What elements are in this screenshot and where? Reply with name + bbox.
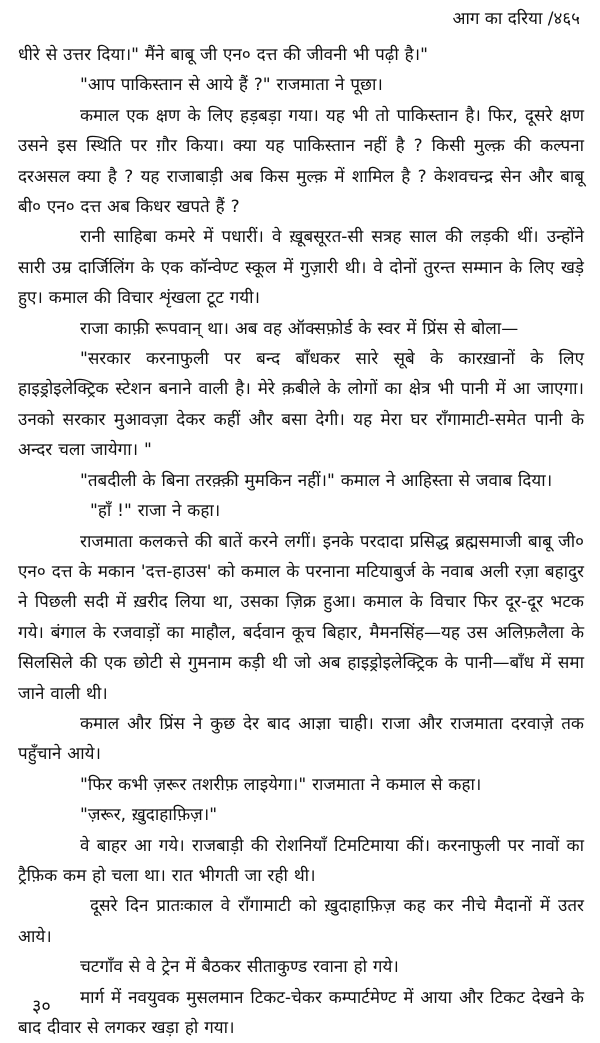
paragraph-7: "तबदीली के बिना तरक़्क़ी मुमकिन नहीं।" कमाल ने आहिस्ता से जवाब दिया। bbox=[80, 470, 553, 491]
paragraph-15: चटगाँव से वे ट्रेन में बैठकर सीताकुण्ड रवाना हो गये। bbox=[80, 957, 399, 978]
paragraph-11: "फिर कभी ज़रूर तशरीफ़ लाइयेगा।" राजमाता ने कमाल से कहा। bbox=[80, 774, 482, 795]
paragraph-16: मार्ग में नवयुवक मुसलमान टिकट-चेकर कम्पार्टमेण्ट में आया और टिकट देखने के बाद दीवार से लगकर खड़ा हो गया। bbox=[18, 987, 584, 1038]
paragraph-10: कमाल और प्रिंस ने कुछ देर बाद आज्ञा चाही। राजा और राजमाता दरवाज़े तक पहुँचाने आये। bbox=[18, 713, 584, 765]
paragraph-4: रानी साहिबा कमरे में पधारीं। वे ख़ूबसूरत-सी सत्रह साल की लड़की थीं। उन्होंने सारी उम्र दार्जिलिंग के एक कॉन्वेण्ट स्कूल में गुज़ारी थी। वे दोनों तुरन्त सम्मान के लिए खड़े हुए। कमाल की विचार शृंखला टूट गयी। bbox=[18, 227, 584, 309]
running-header: आग का दरिया /४६५ bbox=[452, 9, 580, 29]
paragraph-8: "हाँ !" राजा ने कहा। bbox=[90, 501, 221, 522]
paragraph-14: दूसरे दिन प्रातःकाल वे रॉंगामाटी को ख़ुदाहाफ़िज़ कह कर नीचे मैदानों में उतर आये। bbox=[18, 896, 584, 947]
paragraph-6: "सरकार करनाफुली पर बन्द बाँधकर सारे सूबे के कारख़ानों के लिए हाइड्रोइलेक्ट्रिक स्टेशन बनाने वाली है। मेरे क़बीले के लोगों का क्षेत्र भी पानी में आ जाएगा। उनको सरकार मुआवज़ा देकर कहीं और बसा देगी। यह मेरा घर रॉंगामाटी-समेत पानी के अन्दर चला जायेगा। " bbox=[18, 349, 584, 461]
paragraph-12: "ज़रूर, ख़ुदाहाफ़िज़।" bbox=[80, 805, 218, 826]
paragraph-9: राजमाता कलकत्ते की बातें करने लगीं। इनके परदादा प्रसिद्ध ब्रह्मसमाजी बाबू जी० एन० दत्त के मकान 'दत्त-हाउस' को कमाल के परनाना मटियाबुर्ज के नवाब अली रज़ा बहादुर ने पिछली सदी में ख़रीद लिया था, उसका ज़िक्र हुआ। कमाल के विचार फिर दूर-दूर भटक गये। बंगाल के रजवाड़ों का माहौल, बर्दवान कूच बिहार, मैमनसिंह—यह उस अलिफ़लैला के सिलसिले की एक छोटी से गुमनाम कड़ी थी जो अब हाइड्रोइलेक्ट्रिक के पानी—बाँध में समा जाने वाली थी। bbox=[18, 531, 584, 704]
paragraph-5: राजा काफ़ी रूपवान् था। अब वह ऑक्सफ़ोर्ड के स्वर में प्रिंस से बोला— bbox=[80, 318, 519, 339]
paragraph-2: "आप पाकिस्तान से आये हैं ?" राजमाता ने पूछा। bbox=[80, 75, 383, 96]
paragraph-1: धीरे से उत्तर दिया।" मैंने बाबू जी एन० दत्त की जीवनी भी पढ़ी है।" bbox=[18, 45, 428, 65]
body-text bbox=[18, 40, 584, 1043]
page-marker: ३० bbox=[32, 996, 51, 1017]
paragraph-3: कमाल एक क्षण के लिए हड़बड़ा गया। यह भी तो पाकिस्तान है। फिर, दूसरे क्षण उसने इस स्थिति पर ग़ौर किया। क्या यह पाकिस्तान नहीं है ? किसी मुल्क़ की कल्पना दरअसल क्या है ? यह राजाबाड़ी अब किस मुल्क़ में शामिल है ? केशवचन्द्र सेन और बाबू बी० एन० दत्त अब किधर खपते हैं ? bbox=[18, 105, 584, 218]
paragraph-13: वे बाहर आ गये। राजबाड़ी की रोशनियाँ टिमटिमाया कीं। करनाफुली पर नावों का ट्रैफ़िक कम हो चला था। रात भीगती जा रही थी। bbox=[18, 835, 584, 886]
